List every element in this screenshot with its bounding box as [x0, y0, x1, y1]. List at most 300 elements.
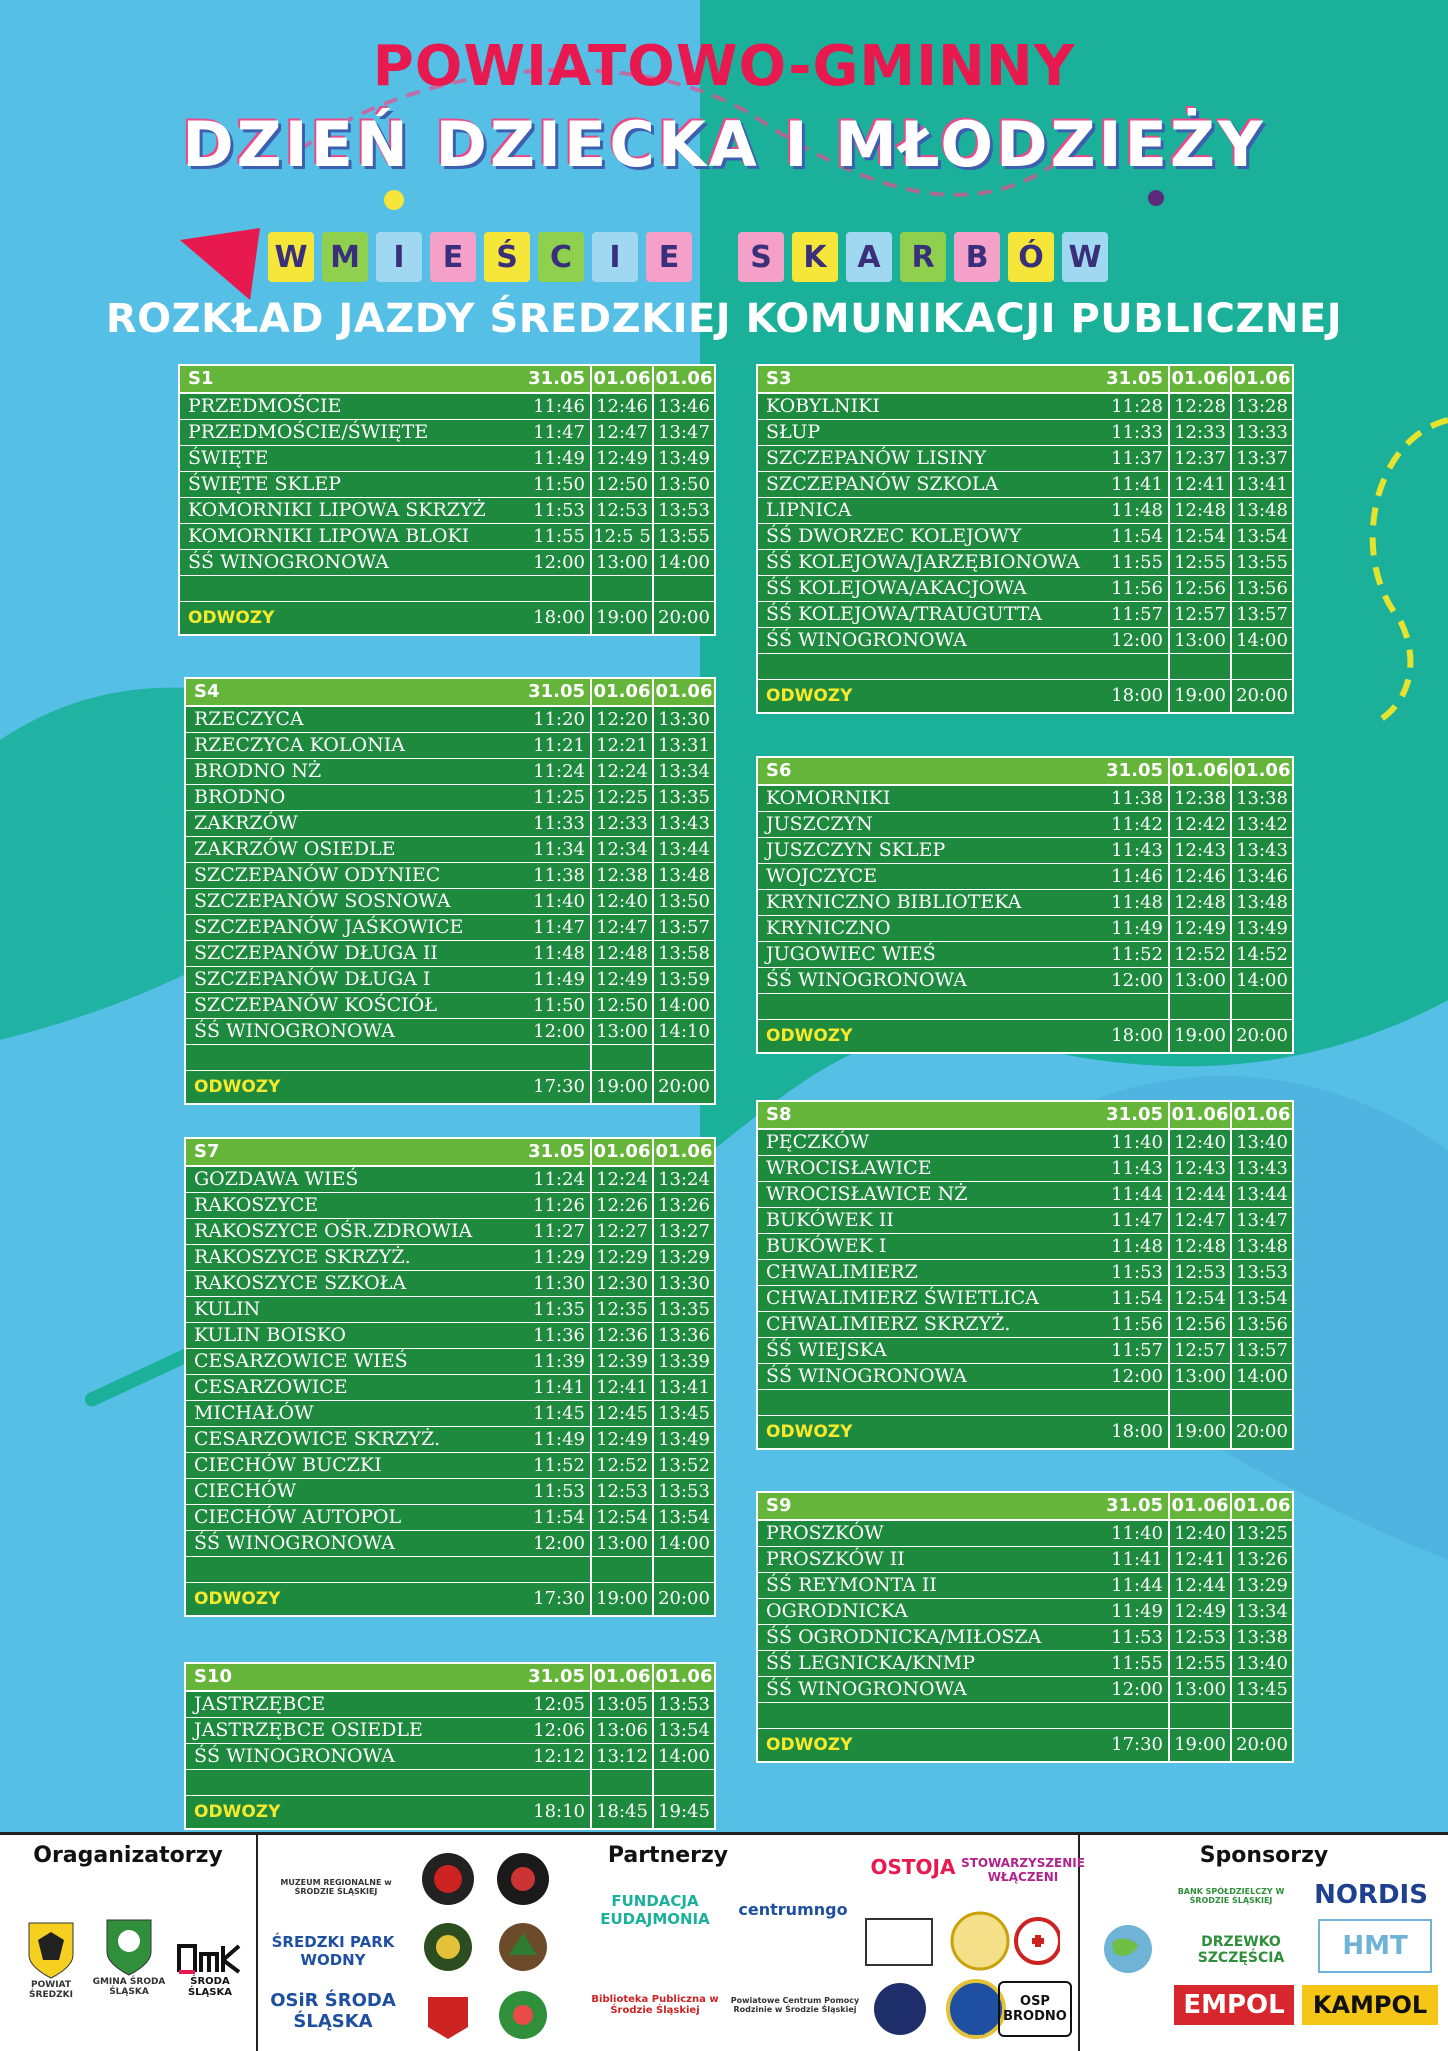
date-col-3: 01.06 — [1233, 1495, 1291, 1516]
gmina-crest-logo — [92, 1909, 166, 2005]
stop-name: JUSZCZYN — [766, 813, 873, 835]
departure-time: 11:33 — [1099, 420, 1170, 445]
return-time: 19:00 — [1170, 680, 1232, 712]
departure-time: 13:38 — [1236, 1627, 1288, 1648]
blank-cell — [592, 1045, 654, 1070]
stop-name: OGRODNICKA — [766, 1600, 908, 1622]
departure-time: 11:27 — [521, 1219, 592, 1244]
stop-name: SŁUP — [766, 421, 821, 443]
return-label: ODWOZY — [188, 608, 275, 628]
departure-time: 13:05 — [592, 1692, 654, 1717]
departure-time: 13:46 — [658, 396, 710, 417]
sponsor-4: DRZEWKO SZCZĘŚCIA — [1197, 1934, 1285, 1966]
departure-time: 13:06 — [592, 1718, 654, 1743]
departure-time: 11:57 — [1099, 1338, 1170, 1363]
stop-row — [186, 915, 714, 941]
departure-time: 12:12 — [521, 1744, 592, 1769]
return-time: 19:00 — [1170, 1729, 1232, 1761]
departure-time: 11:47 — [521, 420, 592, 445]
return-time: 17:30 — [521, 1071, 592, 1103]
departure-time: 13:53 — [658, 1481, 710, 1502]
return-row — [758, 1020, 1292, 1052]
return-label: ODWOZY — [766, 1422, 853, 1442]
departure-time: 13:45 — [1236, 1679, 1288, 1700]
departure-time: 13:54 — [1236, 1288, 1288, 1309]
stop-name: ŚŚ WINOGRONOWA — [766, 629, 967, 651]
stop-name: WROCISŁAWICE — [766, 1157, 932, 1179]
dmk-logo — [170, 1935, 250, 2005]
departure-time: 12:53 — [1170, 1625, 1232, 1650]
departure-time: 12:00 — [521, 550, 592, 575]
sponsor-5: EMPOL — [1183, 1990, 1285, 2020]
stop-name: WOJCZYCE — [766, 865, 878, 887]
route-code: S3 — [766, 368, 792, 389]
centrumngo-logo — [728, 1879, 858, 1939]
departure-time: 13:31 — [658, 735, 710, 756]
stop-name: RZECZYCA — [194, 708, 304, 730]
date-col-1: 31.05 — [1099, 366, 1170, 392]
return-time: 18:00 — [1099, 680, 1170, 712]
blank-cell — [592, 576, 654, 601]
stop-row — [186, 1219, 714, 1245]
departure-time: 12:49 — [592, 1427, 654, 1452]
stop-name: ŚŚ WINOGRONOWA — [194, 1532, 395, 1554]
stop-row — [186, 707, 714, 733]
stop-row — [186, 1531, 714, 1557]
departure-time: 12:53 — [592, 498, 654, 523]
stop-name: CHWALIMIERZ SKRZYŻ. — [766, 1313, 1011, 1335]
stop-name: ŚŚ OGRODNICKA/MIŁOSZA — [766, 1626, 1042, 1648]
stop-row — [758, 498, 1292, 524]
stop-row — [186, 1271, 714, 1297]
departure-time: 11:21 — [521, 733, 592, 758]
return-time: 18:45 — [592, 1796, 654, 1828]
organizer-1: POWIAT ŚREDZKI — [29, 1980, 73, 2000]
departure-time: 11:39 — [521, 1349, 592, 1374]
departure-time: 12:38 — [1170, 786, 1232, 811]
subtitle-letter-block: E — [430, 232, 476, 282]
route-table-s9 — [756, 1491, 1294, 1763]
departure-time: 12:36 — [592, 1323, 654, 1348]
departure-time: 13:48 — [1236, 1236, 1288, 1257]
departure-time: 13:30 — [658, 1273, 710, 1294]
departure-time: 14:52 — [1236, 944, 1288, 965]
departure-time: 11:36 — [521, 1323, 592, 1348]
footer — [0, 1832, 1448, 2051]
departure-time: 12:38 — [592, 863, 654, 888]
departure-time: 11:26 — [521, 1193, 592, 1218]
blank-row — [186, 1770, 714, 1796]
return-row — [186, 1071, 714, 1103]
stop-row — [758, 890, 1292, 916]
route-table-s10 — [184, 1662, 716, 1830]
departure-time: 11:33 — [521, 811, 592, 836]
departure-time: 12:48 — [1170, 1234, 1232, 1259]
departure-time: 13:56 — [1236, 578, 1288, 599]
departure-time: 11:20 — [521, 707, 592, 732]
departure-time: 13:00 — [592, 1531, 654, 1556]
stop-name: JUGOWIEC WIEŚ — [766, 943, 936, 965]
departure-time: 13:27 — [658, 1221, 710, 1242]
stop-row — [758, 838, 1292, 864]
route-code: S7 — [194, 1141, 220, 1162]
return-label: ODWOZY — [194, 1077, 281, 1097]
departure-time: 11:52 — [521, 1453, 592, 1478]
stop-name: KRYNICZNO — [766, 917, 891, 939]
stop-row — [186, 1401, 714, 1427]
stop-name: KOMORNIKI LIPOWA SKRZYŻ — [188, 499, 486, 521]
departure-time: 13:44 — [658, 839, 710, 860]
departure-time: 11:48 — [1099, 1234, 1170, 1259]
partner-8: Biblioteka Publiczna w Środzie Śląskiej — [591, 1994, 719, 2016]
departure-time: 11:34 — [521, 837, 592, 862]
return-row — [186, 1583, 714, 1615]
route-code: S1 — [188, 368, 214, 389]
stop-row — [758, 1156, 1292, 1182]
stop-row — [758, 420, 1292, 446]
departure-time: 13:28 — [1236, 396, 1288, 417]
stop-name: GOZDAWA WIEŚ — [194, 1168, 359, 1190]
departure-time: 13:50 — [658, 891, 710, 912]
stop-row — [758, 472, 1292, 498]
departure-time: 12:50 — [592, 993, 654, 1018]
biblioteka-logo — [580, 1965, 730, 2045]
stop-name: KOBYLNIKI — [766, 395, 880, 417]
return-time: 20:00 — [1236, 1734, 1288, 1755]
stop-name: CIECHÓW BUCZKI — [194, 1454, 382, 1476]
stop-row — [186, 733, 714, 759]
stop-row — [186, 1427, 714, 1453]
stop-name: BRODNO NŻ — [194, 760, 322, 782]
stop-name: RAKOSZYCE OŚR.ZDROWIA — [194, 1220, 473, 1242]
date-col-1: 31.05 — [521, 679, 592, 705]
departure-time: 13:40 — [1236, 1653, 1288, 1674]
departure-time: 13:34 — [1236, 1601, 1288, 1622]
stop-row — [758, 524, 1292, 550]
departure-time: 12:50 — [592, 472, 654, 497]
stop-row — [186, 993, 714, 1019]
departure-time: 13:26 — [1236, 1549, 1288, 1570]
departure-time: 13:57 — [658, 917, 710, 938]
stop-name: KULIN BOISKO — [194, 1324, 346, 1346]
stop-name: SZCZEPANÓW JAŚKOWICE — [194, 916, 464, 938]
stop-name: RAKOSZYCE SKRZYŻ. — [194, 1246, 411, 1268]
stop-row — [180, 394, 714, 420]
departure-time: 13:00 — [1170, 628, 1232, 653]
departure-time: 13:00 — [592, 550, 654, 575]
stop-name: SZCZEPANÓW LISINY — [766, 447, 987, 469]
departure-time: 12:24 — [592, 1167, 654, 1192]
kampol-logo — [1302, 1985, 1438, 2025]
departure-time: 13:33 — [1236, 422, 1288, 443]
departure-time: 11:57 — [1099, 602, 1170, 627]
departure-time: 12:28 — [1170, 394, 1232, 419]
return-time: 19:00 — [1170, 1416, 1232, 1448]
stop-name: CHWALIMIERZ — [766, 1261, 918, 1283]
stop-name: CESARZOWICE — [194, 1376, 348, 1398]
route-table-s7 — [184, 1137, 716, 1617]
stop-row — [758, 812, 1292, 838]
departure-time: 13:41 — [658, 1377, 710, 1398]
departure-time: 12:45 — [592, 1401, 654, 1426]
date-col-2: 01.06 — [592, 679, 654, 705]
blank-cell — [1099, 994, 1170, 1019]
kids-globe-logo — [1086, 1919, 1170, 1979]
stop-row — [758, 1182, 1292, 1208]
departure-time: 12:54 — [1170, 524, 1232, 549]
stop-name: ŚŚ WIEJSKA — [766, 1339, 887, 1361]
blank-cell — [180, 576, 521, 601]
departure-time: 11:44 — [1099, 1182, 1170, 1207]
departure-time: 13:00 — [1170, 968, 1232, 993]
subtitle-letter-block: W — [1062, 232, 1108, 282]
date-col-1: 31.05 — [1099, 1102, 1170, 1128]
blank-cell — [521, 576, 592, 601]
departure-time: 13:35 — [658, 787, 710, 808]
stop-row — [758, 786, 1292, 812]
blank-cell — [186, 1557, 521, 1582]
wlaczeni-logo — [961, 1847, 1085, 1893]
departure-time: 12:00 — [1099, 968, 1170, 993]
date-col-3: 01.06 — [655, 1141, 713, 1162]
blank-cell — [1099, 1390, 1170, 1415]
sponsor-2: NORDIS — [1314, 1880, 1428, 1910]
departure-time: 11:53 — [521, 1479, 592, 1504]
blank-cell — [758, 1703, 1099, 1728]
subtitle-letter-block: C — [538, 232, 584, 282]
departure-time: 11:35 — [521, 1297, 592, 1322]
stop-name: KULIN — [194, 1298, 261, 1320]
departure-time: 13:43 — [1236, 1158, 1288, 1179]
departure-time: 12:53 — [1170, 1260, 1232, 1285]
departure-time: 11:50 — [521, 993, 592, 1018]
date-col-2: 01.06 — [592, 1139, 654, 1165]
stop-row — [758, 446, 1292, 472]
stop-row — [758, 576, 1292, 602]
stop-row — [758, 1599, 1292, 1625]
subtitle-letter-block: R — [900, 232, 946, 282]
stop-row — [186, 1505, 714, 1531]
return-time: 20:00 — [1236, 1025, 1288, 1046]
stop-row — [186, 967, 714, 993]
departure-time: 13:38 — [1236, 788, 1288, 809]
fire-brigade-emblems — [408, 1845, 568, 2045]
date-col-2: 01.06 — [1170, 1102, 1232, 1128]
blank-cell — [1232, 994, 1292, 1019]
stop-name: SZCZEPANÓW ODYNIEC — [194, 864, 441, 886]
departure-time: 12:29 — [592, 1245, 654, 1270]
departure-time: 11:53 — [521, 498, 592, 523]
return-time: 19:45 — [658, 1801, 710, 1822]
partner-3: OSiR ŚRODA ŚLĄSKA — [270, 1990, 396, 2032]
pcpr-logo — [730, 1965, 860, 2045]
departure-time: 11:43 — [1099, 1156, 1170, 1181]
departure-time: 13:00 — [1170, 1364, 1232, 1389]
departure-time: 11:40 — [521, 889, 592, 914]
event-title-line1: POWIATOWO-GMINNY — [372, 34, 1076, 99]
stop-name: ŚŚ REYMONTA II — [766, 1574, 937, 1596]
partners-title: Partnerzy — [607, 1843, 729, 1868]
departure-time: 11:29 — [521, 1245, 592, 1270]
blank-cell — [592, 1557, 654, 1582]
stop-name: SZCZEPANÓW SZKOLA — [766, 473, 999, 495]
stop-row — [180, 498, 714, 524]
blank-row — [758, 1703, 1292, 1729]
date-col-3: 01.06 — [1233, 1104, 1291, 1125]
date-col-1: 31.05 — [521, 366, 592, 392]
departure-time: 11:55 — [1099, 1651, 1170, 1676]
stop-name: JASTRZĘBCE — [194, 1693, 326, 1715]
blank-cell — [1232, 1703, 1292, 1728]
return-label: ODWOZY — [194, 1802, 281, 1822]
stop-name: ŚŚ KOLEJOWA/JARZĘBIONOWA — [766, 551, 1080, 573]
return-row — [758, 680, 1292, 712]
return-time: 20:00 — [658, 607, 710, 628]
return-time: 19:00 — [592, 602, 654, 634]
departure-time: 12:21 — [592, 733, 654, 758]
departure-time: 12:54 — [1170, 1286, 1232, 1311]
partner-11: MRP — [968, 2027, 988, 2037]
departure-time: 11:41 — [1099, 1547, 1170, 1572]
departure-time: 11:24 — [521, 759, 592, 784]
event-title-line2: DZIEŃ DZIECKA I MŁODZIEŻY — [182, 108, 1266, 181]
departure-time: 12:44 — [1170, 1573, 1232, 1598]
departure-time: 11:46 — [521, 394, 592, 419]
departure-time: 13:57 — [1236, 1340, 1288, 1361]
departure-time: 13:47 — [658, 422, 710, 443]
blank-cell — [186, 1045, 521, 1070]
stop-row — [758, 1338, 1292, 1364]
route-header — [180, 366, 714, 394]
departure-time: 11:56 — [1099, 1312, 1170, 1337]
departure-time: 14:10 — [658, 1021, 710, 1042]
stop-name: SZCZEPANÓW SOSNOWA — [194, 890, 451, 912]
route-code: S9 — [766, 1495, 792, 1516]
departure-time: 14:00 — [658, 1746, 710, 1767]
return-time: 18:00 — [1099, 1020, 1170, 1052]
stop-name: ZAKRZÓW OSIEDLE — [194, 838, 396, 860]
schedule-title: ROZKŁAD JAZDY ŚREDZKIEJ KOMUNIKACJI PUBLICZNEJ — [105, 296, 1343, 342]
stop-name: SZCZEPANÓW KOŚCIÓŁ — [194, 994, 437, 1016]
stop-name: CESARZOWICE WIEŚ — [194, 1350, 408, 1372]
departure-time: 11:47 — [521, 915, 592, 940]
partner-6: OSTOJA — [870, 1855, 956, 1879]
eudajmonia-logo — [580, 1875, 730, 1945]
stop-row — [180, 420, 714, 446]
departure-time: 11:40 — [1099, 1130, 1170, 1155]
osir-logo — [268, 1983, 398, 2039]
stop-row — [758, 864, 1292, 890]
sponsors-title: Sponsorzy — [1199, 1843, 1329, 1868]
departure-time: 13:39 — [658, 1351, 710, 1372]
blank-row — [180, 576, 714, 602]
return-time: 18:00 — [521, 602, 592, 634]
stop-row — [758, 628, 1292, 654]
date-col-3: 01.06 — [655, 1666, 713, 1687]
departure-time: 13:43 — [1236, 840, 1288, 861]
subtitle-letter-block: I — [592, 232, 638, 282]
date-col-3: 01.06 — [1233, 760, 1291, 781]
departure-time: 13:47 — [1236, 1210, 1288, 1231]
departure-time: 12:30 — [592, 1271, 654, 1296]
stop-row — [186, 837, 714, 863]
stop-name: BRODNO — [194, 786, 286, 808]
departure-time: 14:00 — [658, 552, 710, 573]
departure-time: 12:57 — [1170, 1338, 1232, 1363]
stop-name: ŚŚ WINOGRONOWA — [766, 969, 967, 991]
departure-time: 12:46 — [592, 394, 654, 419]
departure-time: 11:49 — [521, 446, 592, 471]
departure-time: 13:40 — [1236, 1132, 1288, 1153]
departure-time: 13:53 — [658, 1694, 710, 1715]
departure-time: 12:46 — [1170, 864, 1232, 889]
departure-time: 11:54 — [521, 1505, 592, 1530]
blank-row — [758, 654, 1292, 680]
partner-9: Powiatowe Centrum Pomocy Rodzinie w Środzie Śląskiej — [730, 1996, 860, 2014]
stop-row — [758, 942, 1292, 968]
departure-time: 12:44 — [1170, 1182, 1232, 1207]
date-col-2: 01.06 — [1170, 1493, 1232, 1519]
stop-row — [186, 785, 714, 811]
departure-time: 13:57 — [1236, 604, 1288, 625]
departure-time: 13:29 — [658, 1247, 710, 1268]
departure-time: 13:49 — [658, 448, 710, 469]
route-header — [758, 366, 1292, 394]
stop-name: LIPNICA — [766, 499, 852, 521]
stop-name: ŚWIĘTE — [188, 447, 269, 469]
departure-time: 11:49 — [1099, 1599, 1170, 1624]
departure-time: 12:41 — [1170, 472, 1232, 497]
departure-time: 11:55 — [521, 524, 592, 549]
subtitle-letter-block: K — [792, 232, 838, 282]
departure-time: 12:41 — [1170, 1547, 1232, 1572]
return-time: 18:10 — [521, 1796, 592, 1828]
stop-row — [758, 1286, 1292, 1312]
departure-time: 12:49 — [592, 967, 654, 992]
departure-time: 12:40 — [1170, 1521, 1232, 1546]
return-time: 19:00 — [1170, 1020, 1232, 1052]
departure-time: 12:52 — [592, 1453, 654, 1478]
blank-cell — [1170, 1703, 1232, 1728]
blank-cell — [758, 654, 1099, 679]
departure-time: 12:25 — [592, 785, 654, 810]
partner-5: centrumngo — [738, 1899, 848, 1919]
departure-time: 12:47 — [592, 420, 654, 445]
stop-row — [186, 1167, 714, 1193]
blank-cell — [1099, 1703, 1170, 1728]
departure-time: 11:53 — [1099, 1260, 1170, 1285]
departure-time: 12:56 — [1170, 1312, 1232, 1337]
departure-time: 11:52 — [1099, 942, 1170, 967]
departure-time: 12:37 — [1170, 446, 1232, 471]
blank-cell — [521, 1045, 592, 1070]
departure-time: 12:55 — [1170, 550, 1232, 575]
route-code: S4 — [194, 681, 220, 702]
departure-time: 12:49 — [592, 446, 654, 471]
powiat-crest-logo — [14, 1915, 88, 2005]
stop-row — [758, 968, 1292, 994]
stop-row — [186, 1692, 714, 1718]
stop-row — [186, 1245, 714, 1271]
blank-cell — [654, 1045, 714, 1070]
bank-logo — [1176, 1879, 1286, 1913]
stop-name: ŚŚ WINOGRONOWA — [766, 1678, 967, 1700]
route-table-s4 — [184, 677, 716, 1105]
departure-time: 13:00 — [1170, 1677, 1232, 1702]
partner-7: STOWARZYSZENIE WŁĄCZENI — [961, 1856, 1085, 1884]
departure-time: 12:33 — [592, 811, 654, 836]
stop-row — [758, 1651, 1292, 1677]
